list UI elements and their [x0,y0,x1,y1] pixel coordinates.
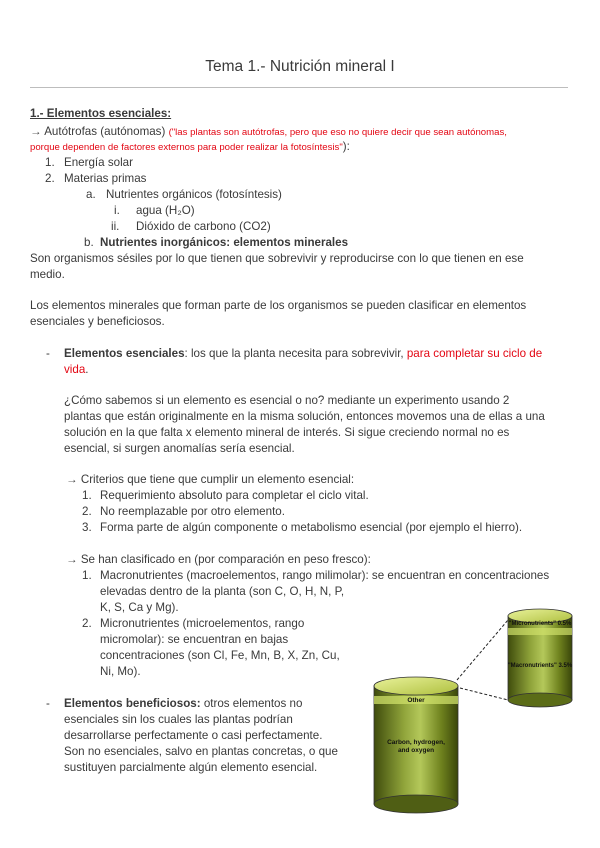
list-text: Nutrientes orgánicos (fotosíntesis) [106,188,282,201]
macro-line: K, S, Ca y Mg). [100,601,179,614]
micronutrients-label: "Micronutrients" 0.5% [508,621,572,627]
criterio-item [82,488,369,504]
list-item [45,155,133,171]
oxygen-label: and oxygen [397,747,435,754]
beneficiosos-line: Son no esenciales, salvo en plantas concretas, o que [64,745,338,758]
other-label: Other [407,697,425,704]
beneficiosos-line [64,696,302,712]
question-line: solución en la que falta x elemento mineral de interés. Si sigue creciendo normal no es [64,426,510,439]
micro-line: Micronutrientes (microelementos, rango [100,617,305,630]
macronutrients-label: "Macronutrients" 3.5% [507,663,573,669]
micro-line: micromolar): se encuentran en bajas [100,633,289,646]
list-number: 1. [82,489,92,502]
question-line: esencial, si surgen anomalías sería esencial. [64,442,295,455]
esenciales-red: para completar su ciclo de [406,347,543,360]
criterio-item [82,520,523,536]
beneficiosos-label: Elementos beneficiosos: [64,697,201,710]
question-line: ¿Cómo sabemos si un elemento es esencial o no? mediante un experimento usando 2 [64,394,510,407]
list-text: Forma parte de algún componente o metabolismo esencial (por ejemplo el hierro). [100,521,523,534]
esenciales-line-2 [64,362,89,378]
autotrofas-note-end: ): [342,140,350,153]
criterio-item [82,504,285,520]
list-text: agua (H₂O) [136,204,195,217]
esenciales-line [64,346,542,362]
page-title: Tema 1.- Nutrición mineral I [205,58,395,75]
micro-line: concentraciones (son Cl, Fe, Mn, B, X, Zn, Cu, [100,649,340,662]
bullet-dash: - [46,347,50,360]
list-number: i. [114,204,120,217]
beneficiosos-line: esenciales sin los cuales las plantas podrían [64,713,293,726]
paragraph-line: esenciales y beneficiosos. [30,315,165,328]
autotrofas-note-2: porque dependen de factores externos para poder realizar la fotosíntesis" [30,142,343,153]
question-line: plantas que están originalmente en la misma solución, entonces movemos una de ellas a una [64,410,545,423]
list-text: Materias primas [64,172,147,185]
section-heading: 1.- Elementos esenciales: [30,107,172,120]
list-text: Energía solar [64,156,133,169]
roman-list-item [114,203,195,219]
paragraph-line: Son organismos sésiles por lo que tienen que sobrevivir y reproducirse con lo que tienen en ese [30,252,524,265]
autotrofas-note: ("las plantas son autótrofas, pero que eso no quiere decir que sean autónomas, [168,127,507,138]
macro-line: elevadas dentro de la planta (son C, O, H, N, P, [100,585,345,598]
nutrient-cylinder-figure [370,608,590,818]
list-number: ii. [111,220,120,233]
beneficiosos-text: otros elementos no [200,697,303,710]
list-text: No reemplazable por otro elemento. [100,505,285,518]
small-cylinder [508,609,573,707]
clasificacion-heading: → Se han clasificado en (por comparación en peso fresco): [66,553,371,566]
criterios-heading: → Criterios que tiene que cumplir un elemento esencial: [66,473,355,486]
list-number: 2. [82,505,92,518]
paragraph-line: Los elementos minerales que forman parte de los organismos se pueden clasificar en elementos [30,299,527,312]
list-number: 1. [82,569,92,582]
list-number: b. [84,236,94,249]
autotrofas-label: Autótrofas (autónomas) [44,125,166,138]
list-number: 2. [45,172,55,185]
list-text: Dióxido de carbono (CO2) [136,220,271,233]
esenciales-text: : los que la planta necesita para sobrevivir, [184,347,407,360]
roman-list-item [111,219,271,235]
list-number: a. [86,188,96,201]
list-number: 3. [82,521,92,534]
list-item [45,171,147,187]
macro-line: Macronutrientes (macroelementos, rango milimolar): se encuentran en concentraciones [100,569,550,582]
arrow-icon: → [30,125,42,138]
beneficiosos-line: desarrollarse perfectamente o casi perfectamente. [64,729,323,742]
connector-line [457,620,508,680]
bullet-dash: - [46,697,50,710]
list-number: 2. [82,617,92,630]
list-text: Requerimiento absoluto para completar el ciclo vital. [100,489,369,502]
title-divider [30,87,568,88]
sub-list-item [86,187,282,203]
carbon-label: Carbon, hydrogen, [387,739,445,746]
list-number: 1. [45,156,55,169]
big-cylinder [374,677,458,813]
list-text: Nutrientes inorgánicos: elementos minerales [100,236,349,249]
period: . [85,363,89,376]
sub-list-item [84,235,349,251]
micro-line: Ni, Mo). [100,665,141,678]
paragraph-line: medio. [30,268,65,281]
esenciales-red-2: vida [64,363,86,376]
autotrofas-line-2 [30,139,350,156]
connector-line [460,688,508,700]
beneficiosos-line: sustituyen parcialmente algún elemento esencial. [64,761,318,774]
esenciales-label: Elementos esenciales [64,347,185,360]
